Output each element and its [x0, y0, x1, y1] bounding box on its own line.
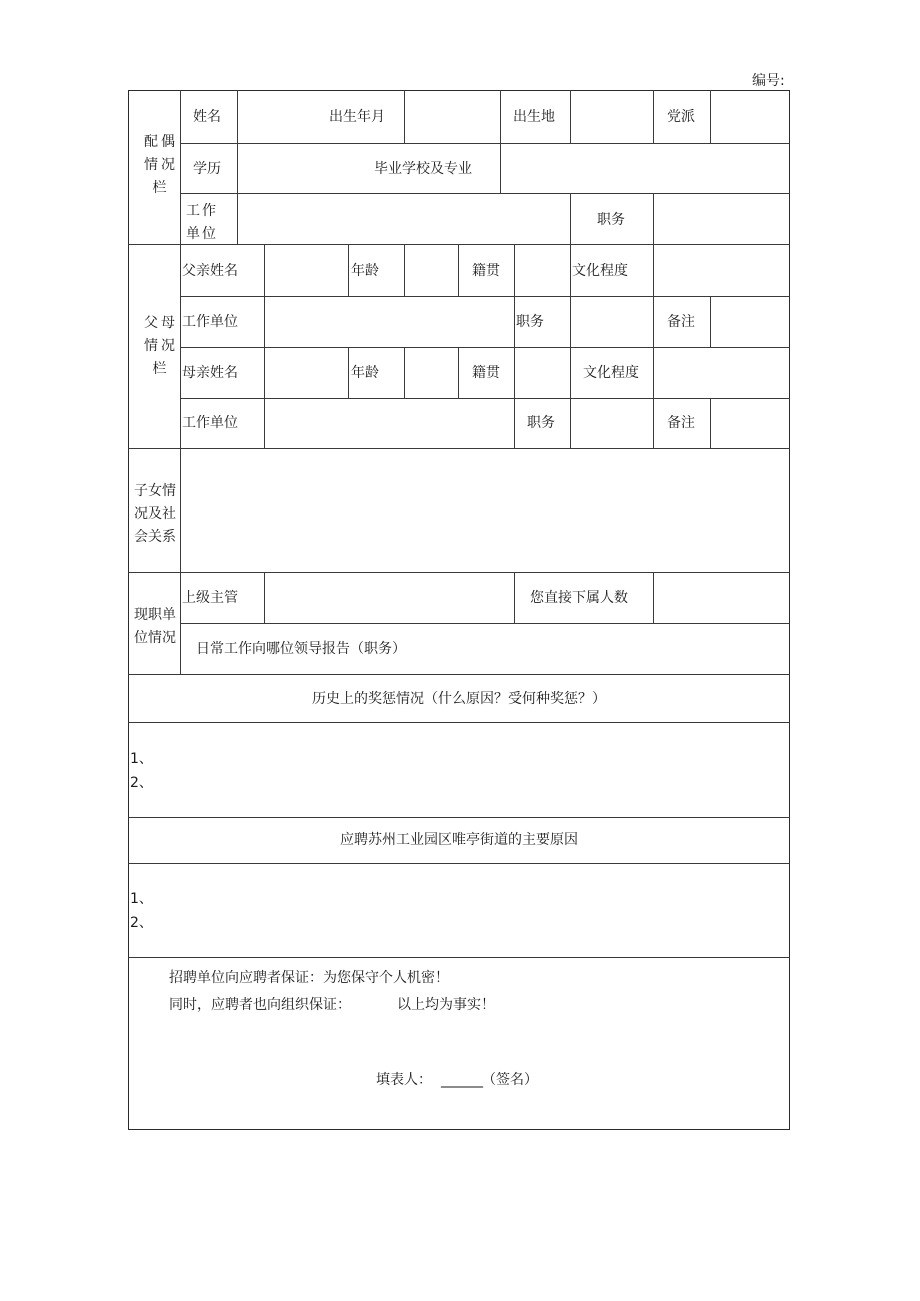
report-label: 日常工作向哪位领导报告（职务）	[196, 641, 406, 657]
spouse-party-input[interactable]	[711, 91, 789, 143]
rule	[128, 957, 790, 958]
mother-native-label: 籍贯	[472, 365, 500, 381]
rule	[348, 244, 349, 296]
supervisor-label: 上级主管	[182, 590, 238, 606]
mother-remark-input[interactable]	[711, 399, 789, 448]
spouse-education-label: 学历	[193, 161, 221, 177]
spouse-party-label: 党派	[667, 109, 695, 125]
rule	[570, 244, 571, 296]
rule	[653, 90, 654, 143]
awards-input[interactable]	[150, 723, 788, 817]
rule	[653, 398, 654, 448]
father-position-label: 职务	[516, 314, 544, 330]
awards-item-2: 2、	[130, 775, 153, 791]
subordinates-input[interactable]	[654, 573, 789, 623]
father-culture-input[interactable]	[654, 245, 789, 296]
current-job-section-label: 现职单位情况	[134, 607, 176, 646]
rule	[458, 244, 459, 296]
spouse-birthplace-input[interactable]	[571, 91, 653, 143]
spouse-work-input[interactable]	[238, 194, 570, 244]
spouse-position-input[interactable]	[654, 194, 789, 244]
spouse-name-input[interactable]	[238, 91, 325, 143]
mother-culture-label: 文化程度	[583, 365, 639, 381]
spouse-school-label: 毕业学校及专业	[374, 161, 472, 177]
reasons-item-1: 1、	[130, 891, 153, 907]
document-number-label: 编号:	[752, 73, 785, 89]
rule	[570, 193, 571, 244]
mother-position-input[interactable]	[571, 399, 653, 448]
spouse-section-label: 配偶情况栏	[144, 134, 178, 196]
mother-age-input[interactable]	[405, 348, 458, 398]
mother-culture-input[interactable]	[654, 348, 789, 398]
children-relations-input[interactable]	[181, 449, 789, 572]
spouse-birth-label: 出生年月	[329, 109, 385, 125]
parents-section-label: 父母情况栏	[144, 315, 178, 377]
mother-native-input[interactable]	[515, 348, 570, 398]
subordinates-label: 您直接下属人数	[530, 590, 628, 606]
spouse-name-label: 姓名	[193, 109, 221, 125]
spouse-birthplace-label: 出生地	[513, 109, 555, 125]
rule	[570, 347, 571, 398]
father-native-label: 籍贯	[472, 263, 500, 279]
reasons-item-2: 2、	[130, 915, 153, 931]
spouse-position-label: 职务	[597, 212, 625, 228]
rule	[128, 817, 790, 818]
mother-work-label: 工作单位	[182, 415, 238, 431]
awards-title: 历史上的奖惩情况（什么原因？受何种奖惩？）	[312, 691, 606, 707]
father-name-input[interactable]	[265, 245, 348, 296]
rule	[128, 674, 790, 675]
pledge-line-2a: 同时，应聘者也向组织保证：	[169, 997, 351, 1013]
rule	[653, 296, 654, 347]
rule	[458, 347, 459, 398]
awards-item-1: 1、	[130, 751, 153, 767]
rule	[180, 623, 790, 624]
father-remark-label: 备注	[667, 314, 695, 330]
mother-age-label: 年龄	[351, 365, 379, 381]
reasons-title: 应聘苏州工业园区唯亭街道的主要原因	[340, 832, 578, 848]
spouse-birth-input[interactable]	[405, 91, 500, 143]
signer-label: 填表人：	[376, 1072, 432, 1088]
spouse-school-input[interactable]	[501, 144, 789, 193]
reasons-input[interactable]	[150, 864, 788, 957]
children-section-label: 子女情况及社会关系	[134, 483, 176, 545]
father-native-input[interactable]	[515, 245, 570, 296]
father-age-label: 年龄	[351, 263, 379, 279]
rule	[514, 572, 515, 623]
pledge-line-1: 招聘单位向应聘者保证：为您保守个人机密！	[169, 970, 449, 986]
mother-name-label: 母亲姓名	[182, 365, 238, 381]
father-position-input[interactable]	[571, 297, 653, 347]
father-work-input[interactable]	[265, 297, 514, 347]
father-name-label: 父亲姓名	[182, 263, 238, 279]
signer-blank[interactable]: ______	[441, 1072, 483, 1088]
father-culture-label: 文化程度	[572, 263, 628, 279]
father-work-label: 工作单位	[182, 314, 238, 330]
mother-remark-label: 备注	[667, 415, 695, 431]
pledge-line-2b: 以上均为事实！	[397, 997, 495, 1013]
father-age-input[interactable]	[405, 245, 458, 296]
supervisor-input[interactable]	[265, 573, 514, 623]
mother-name-input[interactable]	[265, 348, 348, 398]
spouse-work-label: 工作单位	[186, 203, 218, 242]
father-remark-input[interactable]	[711, 297, 789, 347]
mother-work-input[interactable]	[265, 399, 514, 448]
sign-hint: （签名）	[482, 1072, 538, 1088]
mother-position-label: 职务	[527, 415, 555, 431]
rule	[348, 347, 349, 398]
